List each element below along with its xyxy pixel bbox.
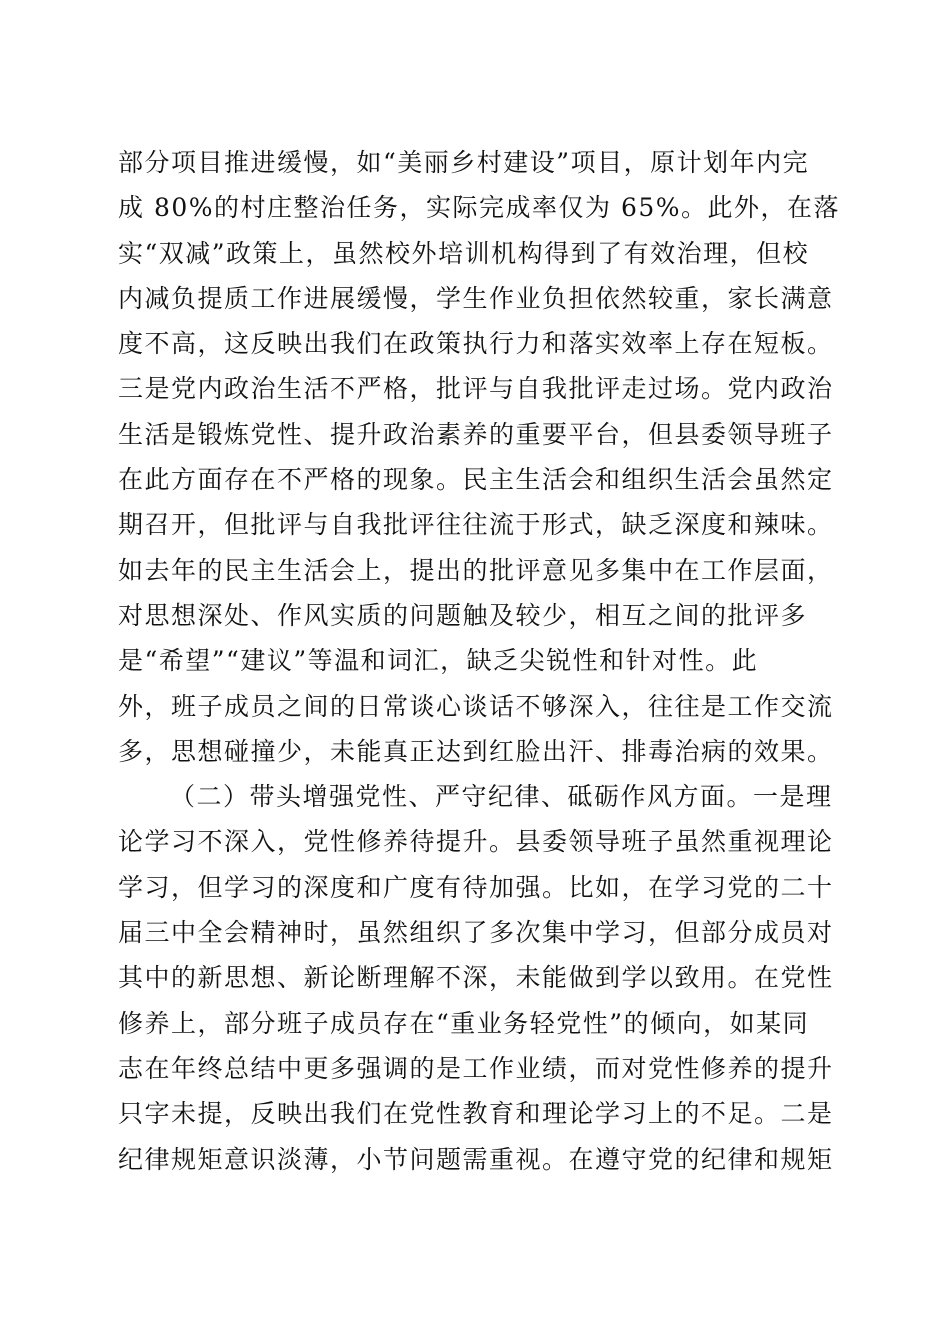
text-line: 成 80%的村庄整治任务，实际完成率仅为 65%。此外，在落 [118,193,841,223]
text-line: 其中的新思想、新论断理解不深，未能做到学以致用。在党性 [118,963,834,993]
text-line: 是“希望”“建议”等温和词汇，缺乏尖锐性和针对性。此 [118,646,759,676]
text-line: 对思想深处、作风实质的问题触及较少，相互之间的批评多 [118,600,808,630]
text-line: 三是党内政治生活不严格，批评与自我批评走过场。党内政治 [118,374,834,404]
text-line: 学习，但学习的深度和广度有待加强。比如，在学习党的二十 [118,872,834,902]
text-line: 外，班子成员之间的日常谈心谈话不够深入，往往是工作交流 [118,691,834,721]
body-text [118,140,841,1182]
text-line: 修养上，部分班子成员存在“重业务轻党性”的倾向，如某同 [118,1008,810,1038]
text-line: 纪律规矩意识淡薄，小节问题需重视。在遵守党的纪律和规矩 [118,1144,834,1174]
text-line: 在此方面存在不严格的现象。民主生活会和组织生活会虽然定 [118,465,834,495]
text-line: 多，思想碰撞少，未能真正达到红脸出汗、排毒治病的效果。 [118,736,834,766]
text-line: 届三中全会精神时，虽然组织了多次集中学习，但部分成员对 [118,918,834,948]
text-line: 实“双减”政策上，虽然校外培训机构得到了有效治理，但校 [118,238,810,268]
text-line: 内减负提质工作进展缓慢，学生作业负担依然较重，家长满意 [118,283,834,313]
text-line: 志在年终总结中更多强调的是工作业绩，而对党性修养的提升 [118,1053,834,1083]
text-line: 只字未提，反映出我们在党性教育和理论学习上的不足。二是 [118,1099,834,1129]
text-line: 如去年的民主生活会上，提出的批评意见多集中在工作层面， [118,555,834,585]
section-heading-line: （二）带头增强党性、严守纪律、砥砺作风方面。一是理 [170,782,833,812]
text-line: 度不高，这反映出我们在政策执行力和落实效率上存在短板。 [118,329,834,359]
text-line: 论学习不深入，党性修养待提升。县委领导班子虽然重视理论 [118,827,834,857]
text-line: 生活是锻炼党性、提升政治素养的重要平台，但县委领导班子 [118,419,834,449]
text-line: 期召开，但批评与自我批评往往流于形式，缺乏深度和辣味。 [118,510,834,540]
text-line: 部分项目推进缓慢，如“美丽乡村建设”项目，原计划年内完 [118,148,810,177]
